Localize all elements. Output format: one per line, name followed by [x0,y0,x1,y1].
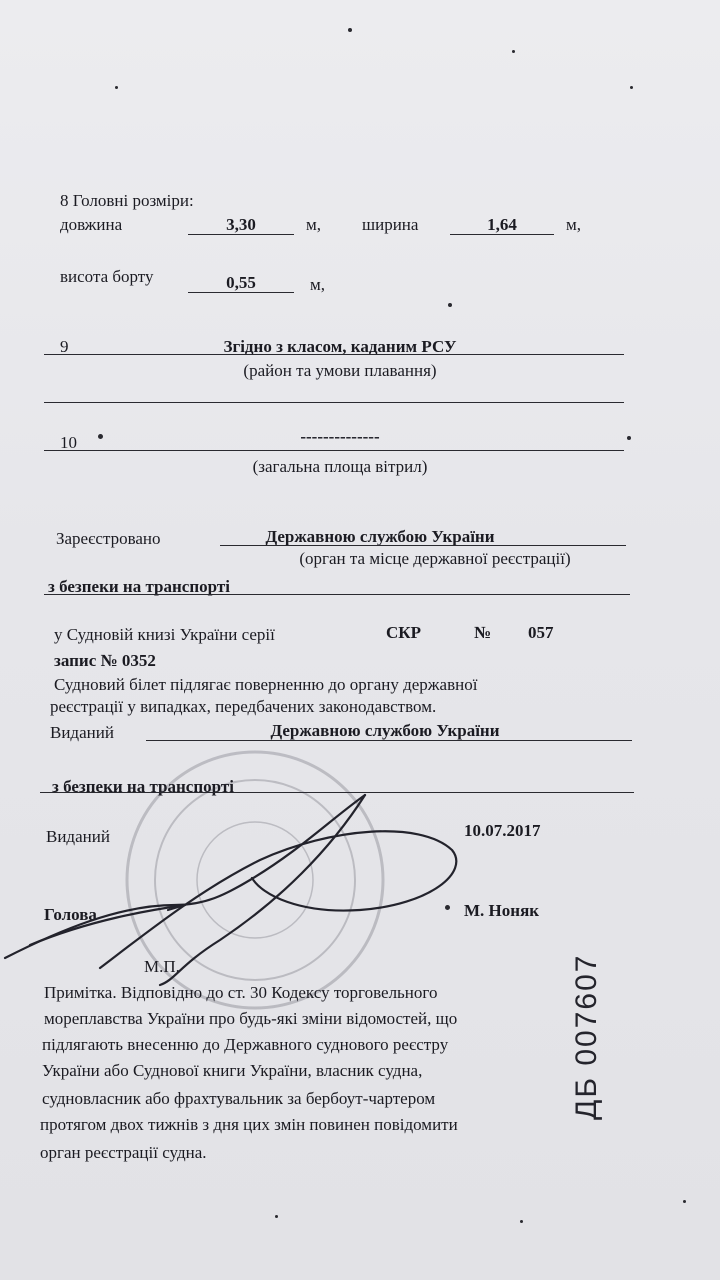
navigation-area-value: Згідно з класом, каданим РСУ [223,337,457,356]
section8-heading: 8 Головні розміри: [60,191,194,210]
width-value: 1,64 [487,215,517,234]
issued-by-authority-cont: з безпеки на транспорті [52,777,234,796]
width-rule [450,234,554,235]
head-name: М. Ноняк [464,901,540,920]
issued-by-authority: Державною службою України [270,721,500,740]
paper-speck [448,303,452,307]
entry-number: запис № 0352 [54,651,156,670]
note-line-4: України або Суднової книги України, власник судна, [42,1061,423,1080]
length-rule [188,234,294,235]
registered-authority-cont: з безпеки на транспорті [48,577,230,596]
return-notice-line1: Судновий білет підлягає поверненню до органу державної [54,675,478,694]
paper-speck [348,28,352,32]
ship-book-series: СКР [386,623,421,642]
paper-speck [683,1200,686,1203]
length-label: довжина [60,215,123,234]
paper-speck [98,434,103,439]
board-height-value: 0,55 [226,273,256,292]
note-line-3: підлягають внесенню до Державного суднового реєстру [42,1035,449,1054]
paper-speck [630,86,633,89]
paper-speck [512,50,515,53]
issued-by-label: Виданий [50,723,114,742]
paper-speck [445,905,450,910]
registered-caption: (орган та місце державної реєстрації) [299,549,571,568]
navigation-area-caption: (район та умови плавання) [243,361,437,380]
return-notice-line2: реєстрації у випадках, передбачених законодавством. [50,697,437,716]
seal-place-label: М.П. [144,957,180,976]
ship-book-text: у Судновій книзі України серії [54,625,275,644]
sail-area-rule [44,450,624,451]
blank-serial-number: ДБ 007607 [570,953,603,1120]
paper-speck [275,1215,278,1218]
note-line-5: судновласник або фрахтувальник за бербоут-чартером [42,1089,436,1108]
length-unit: м, [306,215,322,234]
section9-number: 9 [60,337,69,356]
registered-rule [220,545,626,546]
ship-book-number-sign: № [474,623,492,642]
sail-area-value: -------------- [300,427,380,446]
width-unit: м, [566,215,582,234]
issue-date: 10.07.2017 [464,821,541,840]
navigation-area-rule-2 [44,402,624,403]
signature-icon [5,795,456,985]
length-value: 3,30 [226,215,256,234]
registered-rule-2 [44,594,630,595]
note-line-6: протягом двох тижнів з дня цих змін повинен повідомити [40,1115,458,1134]
registered-authority: Державною службою України [265,527,495,546]
section10-number: 10 [60,433,77,452]
board-height-unit: м, [310,275,326,294]
issued-by-rule-2 [40,792,634,793]
note-line-2: мореплавства України про будь-які зміни відомостей, що [44,1009,458,1028]
note-line-7: орган реєстрації судна. [40,1143,207,1162]
paper-speck [520,1220,523,1223]
sail-area-caption: (загальна площа вітрил) [252,457,428,476]
width-label: ширина [362,215,419,234]
issued-label: Виданий [46,827,110,846]
navigation-area-rule [44,354,624,355]
registered-label: Зареєстровано [56,529,161,548]
paper-speck [627,436,631,440]
note-line-1: Примітка. Відповідно до ст. 30 Кодексу торговельного [44,983,438,1002]
board-height-label: висота борту [60,267,154,286]
board-height-rule [188,292,294,293]
ship-book-number: 057 [528,623,554,642]
paper-speck [115,86,118,89]
head-label: Голова [44,905,97,924]
issued-by-rule [146,740,632,741]
